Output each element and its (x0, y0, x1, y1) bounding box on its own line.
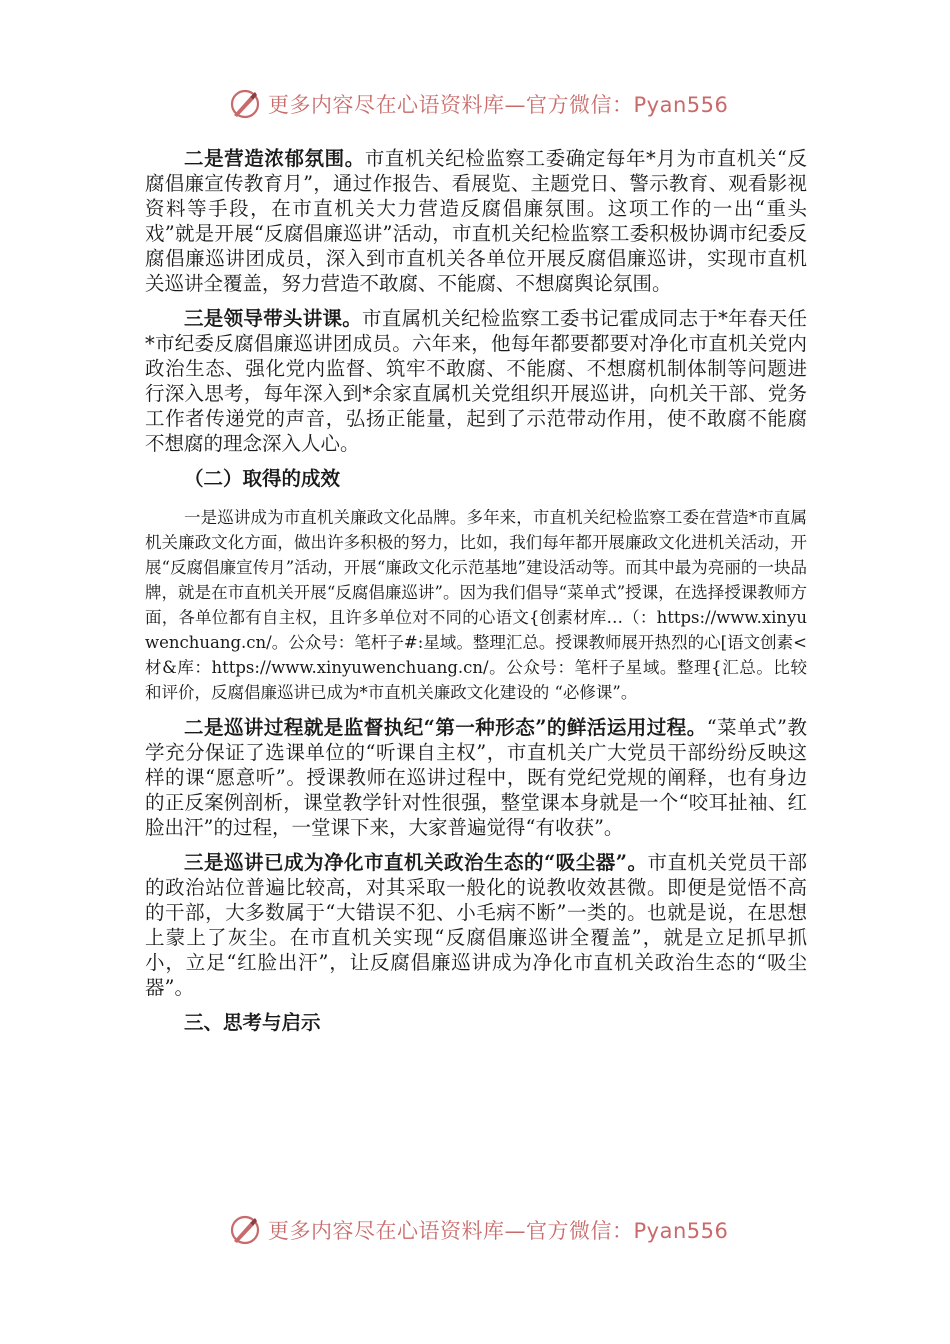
paragraph (145, 850, 807, 1000)
paragraph-body: 市直机关党员干部的政治站位普遍比较高，对其采取一般化的说教收效甚微。即便是觉悟不高的干部，大多数属于“大错误不犯、小毛病不断”一类的。也就是说，在思想上蒙上了灰尘。在市直机关实现“反腐倡廉巡讲全覆盖”，就是立足抓早抓小，立足“红脸出汗”，让反腐倡廉巡讲成为净化市直机关政治生态的“吸尘器”。 (145, 851, 807, 999)
paragraph-lead: 三是领导带头讲课。 (184, 307, 363, 330)
pen-circle-logo-icon (228, 1213, 262, 1247)
paragraph: 一是巡讲成为市直机关廉政文化品牌。多年来，市直机关纪检监察工委在营造*市直属机关廉政文化方面，做出许多积极的努力，比如，我们每年都开展廉政文化进机关活动，开展“反腐倡廉宣传月”活动，开展“廉政文化示范基地”建设活动等。而其中最为亮丽的一块品牌，就是在市直机关开展“反腐倡廉巡讲”。因为我们倡导“菜单式”授课，在选择授课教师方面，各单位都有自主权，且许多单位对不同的心语文{创素材库…（：https://www.xinyuwenchuang.cn/。公众号：笔杆子#:星域。整理汇总。授课教师展开热烈的心[语文创素<材&库：https://www.xinyuwenchuang.cn/。公众号：笔杆子星域。整理{汇总。比较和评价，反腐倡廉巡讲已成为*市直机关廉政文化建设的 “必修课”。 (145, 508, 807, 702)
paragraph-lead: 二是巡讲过程就是监督执纪“第一种形态”的鲜活运用过程。 (184, 716, 707, 739)
paragraph-lead: 二是营造浓郁氛围。 (184, 147, 365, 170)
paragraph (145, 306, 807, 456)
paragraph-lead: 三是巡讲已成为净化市直机关政治生态的“吸尘器”。 (184, 851, 648, 874)
header-banner (228, 84, 728, 124)
paragraph-body: 市直机关纪检监察工委确定每年*月为市直机关“反腐倡廉宣传教育月”，通过作报告、看展览、主题党日、警示教育、观看影视资料等手段，在市直机关大力营造反腐倡廉氛围。这项工作的一出“重头戏”就是开展“反腐倡廉巡讲”活动，市直机关纪检监察工委积极协调市纪委反腐倡廉巡讲团成员，深入到市直机关各单位开展反腐倡廉巡讲，实现市直机关巡讲全覆盖，努力营造不敢腐、不能腐、不想腐舆论氛围。 (145, 147, 807, 295)
paragraph (145, 715, 807, 840)
pen-circle-logo-icon (228, 87, 262, 121)
paragraph-body: 市直属机关纪检监察工委书记霍成同志于*年春天任*市纪委反腐倡廉巡讲团成员。六年来，他每年都要都要对净化市直机关党内政治生态、强化党内监督、筑牢不敢腐、不能腐、不想腐机制体制等问题进行深入思考，每年深入到*余家直属机关党组织开展巡讲，向机关干部、党务工作者传递党的声音，弘扬正能量，起到了示范带动作用，使不敢腐不能腐不想腐的理念深入人心。 (145, 307, 807, 455)
banner-text: 更多内容尽在心语资料库—官方微信：Pyan556 (268, 1219, 729, 1243)
paragraph (145, 146, 807, 296)
banner-text: 更多内容尽在心语资料库—官方微信：Pyan556 (268, 93, 729, 117)
footer-banner (228, 1210, 728, 1250)
document-body (145, 146, 807, 1049)
section-heading: 三、思考与启示 (184, 1011, 321, 1034)
section-heading: （二）取得的成效 (184, 467, 341, 490)
paragraph-body: “菜单式”教学充分保证了选课单位的“听课自主权”，市直机关广大党员干部纷纷反映这样的课“愿意听”。授课教师在巡讲过程中，既有党纪党规的阐释，也有身边的正反案例剖析，课堂教学针对性很强，整堂课本身就是一个“咬耳扯袖、红脸出汗”的过程，一堂课下来，大家普遍觉得“有收获”。 (145, 716, 807, 839)
